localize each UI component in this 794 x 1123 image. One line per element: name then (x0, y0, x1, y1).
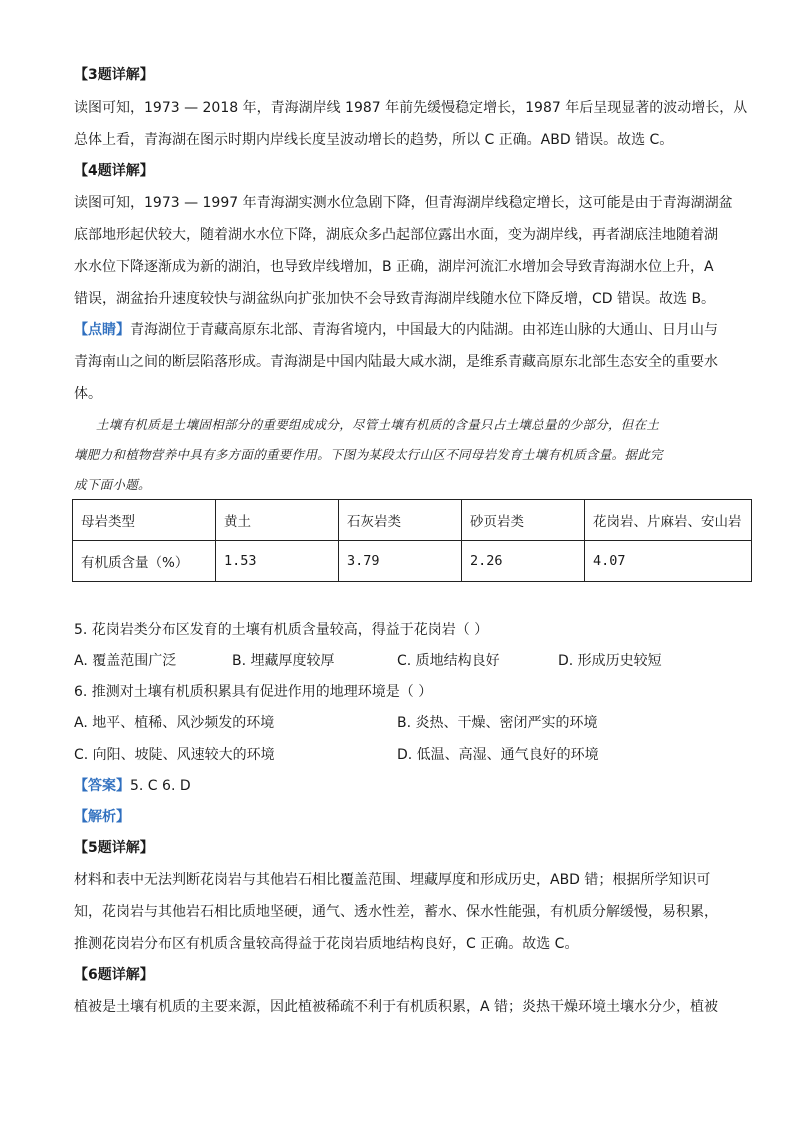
q5-text-line-2: 知，花岗岩与其他岩石相比质地坚硬，通气、透水性差，蓄水、保水性能强，有机质分解缓慢，易积累， (74, 904, 718, 920)
table-cell: 3.79 (339, 541, 462, 582)
q6-option-d: D. 低温、高湿、通气良好的环境 (397, 747, 599, 763)
answer-line (74, 775, 191, 797)
highlight-tag: 【点睛】 (74, 322, 130, 338)
table-cell: 砂页岩类 (462, 500, 585, 541)
q5-option-b: B. 埋藏厚度较厚 (232, 653, 335, 669)
q4-text-line-1: 读图可知，1973 — 1997 年青海湖实测水位急剧下降，但青海湖岸线稳定增长，这可能是由于青海湖湖盆 (74, 195, 733, 211)
q3-text-line-1: 读图可知，1973 — 2018 年，青海湖岸线 1987 年前先缓慢稳定增长，1987 年后呈现显著的波动增长，从 (74, 100, 748, 116)
table-cell: 黄土 (216, 500, 339, 541)
question-6: 6. 推测对土壤有机质积累具有促进作用的地理环境是（ ） (74, 684, 433, 700)
q4-text-line-2: 底部地形起伏较大，随着湖水水位下降，湖底众多凸起部位露出水面，变为湖岸线，再者湖底洼地随着湖 (74, 227, 718, 243)
q3-detail-heading: 【3题详解】 (74, 67, 154, 83)
q5-option-d: D. 形成历史较短 (558, 653, 662, 669)
q4-detail-heading: 【4题详解】 (74, 163, 154, 179)
question-5: 5. 花岗岩类分布区发育的土壤有机质含量较高，得益于花岗岩（ ） (74, 622, 489, 638)
q5-option-c: C. 质地结构良好 (397, 653, 500, 669)
q6-option-b: B. 炎热、干燥、密闭严实的环境 (397, 715, 598, 731)
highlight-text: 青海湖位于青藏高原东北部、青海省境内，中国最大的内陆湖。由祁连山脉的大通山、日月山与 (130, 322, 718, 338)
table-cell: 2.26 (462, 541, 585, 582)
highlight-line-2: 青海南山之间的断层陷落形成。青海湖是中国内陆最大咸水湖，是维系青藏高原东北部生态安全的重要水 (74, 354, 718, 370)
passage-line-2: 壤肥力和植物营养中具有多方面的重要作用。下图为某段太行山区不同母岩发育土壤有机质含量。据此完 (74, 447, 663, 462)
q4-text-line-4: 错误，湖盆抬升速度较快与湖盆纵向扩张加快不会导致青海湖岸线随水位下降反增，CD 错误。故选 B。 (74, 291, 716, 307)
table-header-row (73, 500, 752, 541)
q6-detail-heading: 【6题详解】 (74, 967, 154, 983)
q6-option-a: A. 地平、植稀、风沙频发的环境 (74, 715, 275, 731)
answer-text: 5. C 6. D (130, 778, 191, 794)
highlight-line-1 (74, 319, 718, 341)
table-cell: 1.53 (216, 541, 339, 582)
table-cell: 花岗岩、片麻岩、安山岩 (585, 500, 752, 541)
q6-text-line-1: 植被是土壤有机质的主要来源，因此植被稀疏不利于有机质积累，A 错；炎热干燥环境土壤水分少，植被 (74, 999, 719, 1015)
table-cell: 有机质含量（%） (73, 541, 216, 582)
analysis-heading: 【解析】 (74, 809, 130, 825)
soil-organic-matter-table (72, 499, 752, 582)
q4-text-line-3: 水水位下降逐渐成为新的湖泊，也导致岸线增加，B 正确，湖岸河流汇水增加会导致青海湖水位上升，A (74, 259, 714, 275)
passage-line-1: 土壤有机质是土壤固相部分的重要组成成分，尽管土壤有机质的含量只占土壤总量的少部分，但在土 (96, 417, 660, 432)
q5-text-line-1: 材料和表中无法判断花岗岩与其他岩石相比覆盖范围、埋藏厚度和形成历史，ABD 错；根据所学知识可 (74, 872, 711, 888)
q5-option-a: A. 覆盖范围广泛 (74, 653, 177, 669)
answer-tag: 【答案】 (74, 778, 130, 794)
table-cell: 石灰岩类 (339, 500, 462, 541)
table-row (73, 541, 752, 582)
q6-option-c: C. 向阳、坡陡、风速较大的环境 (74, 747, 275, 763)
highlight-line-3: 体。 (74, 386, 102, 402)
q5-detail-heading: 【5题详解】 (74, 840, 154, 856)
table-cell: 4.07 (585, 541, 752, 582)
table-cell: 母岩类型 (73, 500, 216, 541)
passage-line-3: 成下面小题。 (74, 477, 151, 492)
q3-text-line-2: 总体上看，青海湖在图示时期内岸线长度呈波动增长的趋势，所以 C 正确。ABD 错误。故选 C。 (74, 132, 674, 148)
q5-text-line-3: 推测花岗岩分布区有机质含量较高得益于花岗岩质地结构良好，C 正确。故选 C。 (74, 936, 579, 952)
